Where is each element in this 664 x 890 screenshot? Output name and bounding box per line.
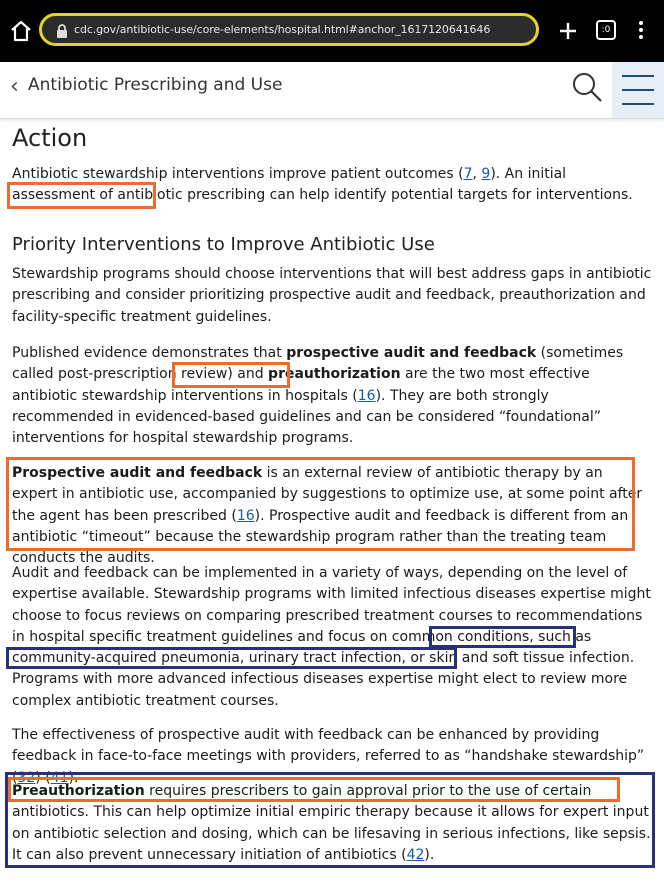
stewardship-paragraph: Stewardship programs should choose interventions that will best address gaps in antibiotic prescribing and consider prioritizing prospective audit and feedback, preauthorization and facility-specific treatment guidelines. bbox=[12, 266, 652, 325]
new-tab-plus-icon[interactable] bbox=[556, 19, 580, 43]
reference-link-41[interactable]: 41 bbox=[50, 769, 69, 786]
tab-count: :0 bbox=[601, 25, 611, 35]
highlight-community-acquired bbox=[429, 626, 576, 648]
tab-switcher-button[interactable] bbox=[596, 20, 616, 40]
reference-link-42[interactable]: 42 bbox=[406, 846, 425, 863]
evidence-paragraph: Published evidence demonstrates that prospective audit and feedback (sometimes called post-prescription review) and preauthorization are the two most effective antibiotic stewardship interventions in hospitals (16). They are both strongly recommended in evidenced-based guidelines and can be considered “foundational” interventions for hospital stewardship programs. bbox=[12, 345, 624, 447]
preauthorization-paragraph: Preauthorization requires prescribers to gain approval prior to the use of certain antibiotics. This can help optimize initial empiric therapy because it allows for expert input on antibiotic selection and dosing, which can be lifesaving in serious infections, like sepsis. It can also prevent unnecessary initiation of antibiotics (42). bbox=[12, 783, 651, 863]
highlight-preauthorization bbox=[172, 362, 290, 388]
search-icon[interactable] bbox=[570, 70, 604, 104]
reference-link-9[interactable]: 9 bbox=[481, 166, 491, 182]
address-bar[interactable] bbox=[39, 13, 539, 46]
highlight-preauthorization-sentence bbox=[8, 777, 620, 802]
audit-feedback-paragraph: Prospective audit and feedback is an external review of antibiotic therapy by an expert in antibiotic use, accompanied by suggestions to optimize use, at some point after the agent has been prescribed (16). Prospective audit and feedback is different from an antibiotic “timeout” because the stewardship program rather than the treating team conducts the audits. bbox=[12, 465, 643, 567]
highlight-antibiotic-prescribing bbox=[7, 182, 156, 209]
highlight-infection-list bbox=[6, 647, 457, 669]
home-icon[interactable] bbox=[9, 19, 33, 43]
reference-link-16[interactable]: 16 bbox=[357, 387, 376, 404]
lock-icon bbox=[55, 23, 69, 39]
action-heading: Action bbox=[12, 124, 88, 152]
reference-link-16b[interactable]: 16 bbox=[236, 507, 255, 524]
implementation-paragraph: Audit and feedback can be implemented in a variety of ways, depending on the level of expertise available. Stewardship programs with limited infectious diseases expertise might choose to focus reviews on comparing prescribed treatment courses to recommendations in hospital specific treatment guidelines and focus on common conditions, such as community-acquired pneumonia, urinary tract infection, or skin and soft tissue infection. Programs with more advanced infectious diseases expertise might elect to review more complex antibiotic treatment courses. bbox=[12, 565, 651, 709]
intro-paragraph: Antibiotic stewardship interventions improve patient outcomes (7, 9). An initial assessment of antibiotic prescribing can help identify potential targets for interventions. bbox=[12, 166, 633, 204]
handshake-paragraph: The effectiveness of prospective audit with feedback can be enhanced by providing feedback in face-to-face meetings with providers, referred to as “handshake stewardship” (32) (41). bbox=[12, 727, 645, 786]
reference-link-32[interactable]: 32 bbox=[17, 769, 36, 786]
browser-toolbar bbox=[0, 0, 664, 62]
url-text: cdc.gov/antibiotic-use/core-elements/hospital.html#anchor_1617120641646 bbox=[74, 23, 491, 36]
highlight-audit-feedback-paragraph bbox=[6, 457, 635, 551]
site-header bbox=[0, 62, 664, 119]
more-options-icon[interactable] bbox=[634, 18, 648, 44]
priority-interventions-heading: Priority Interventions to Improve Antibiotic Use bbox=[12, 234, 435, 255]
header-title-link[interactable]: Antibiotic Prescribing and Use bbox=[28, 75, 283, 95]
back-chevron-icon[interactable]: ‹ bbox=[10, 74, 19, 99]
reference-link-7[interactable]: 7 bbox=[463, 166, 473, 182]
hamburger-menu-icon[interactable] bbox=[612, 62, 664, 118]
